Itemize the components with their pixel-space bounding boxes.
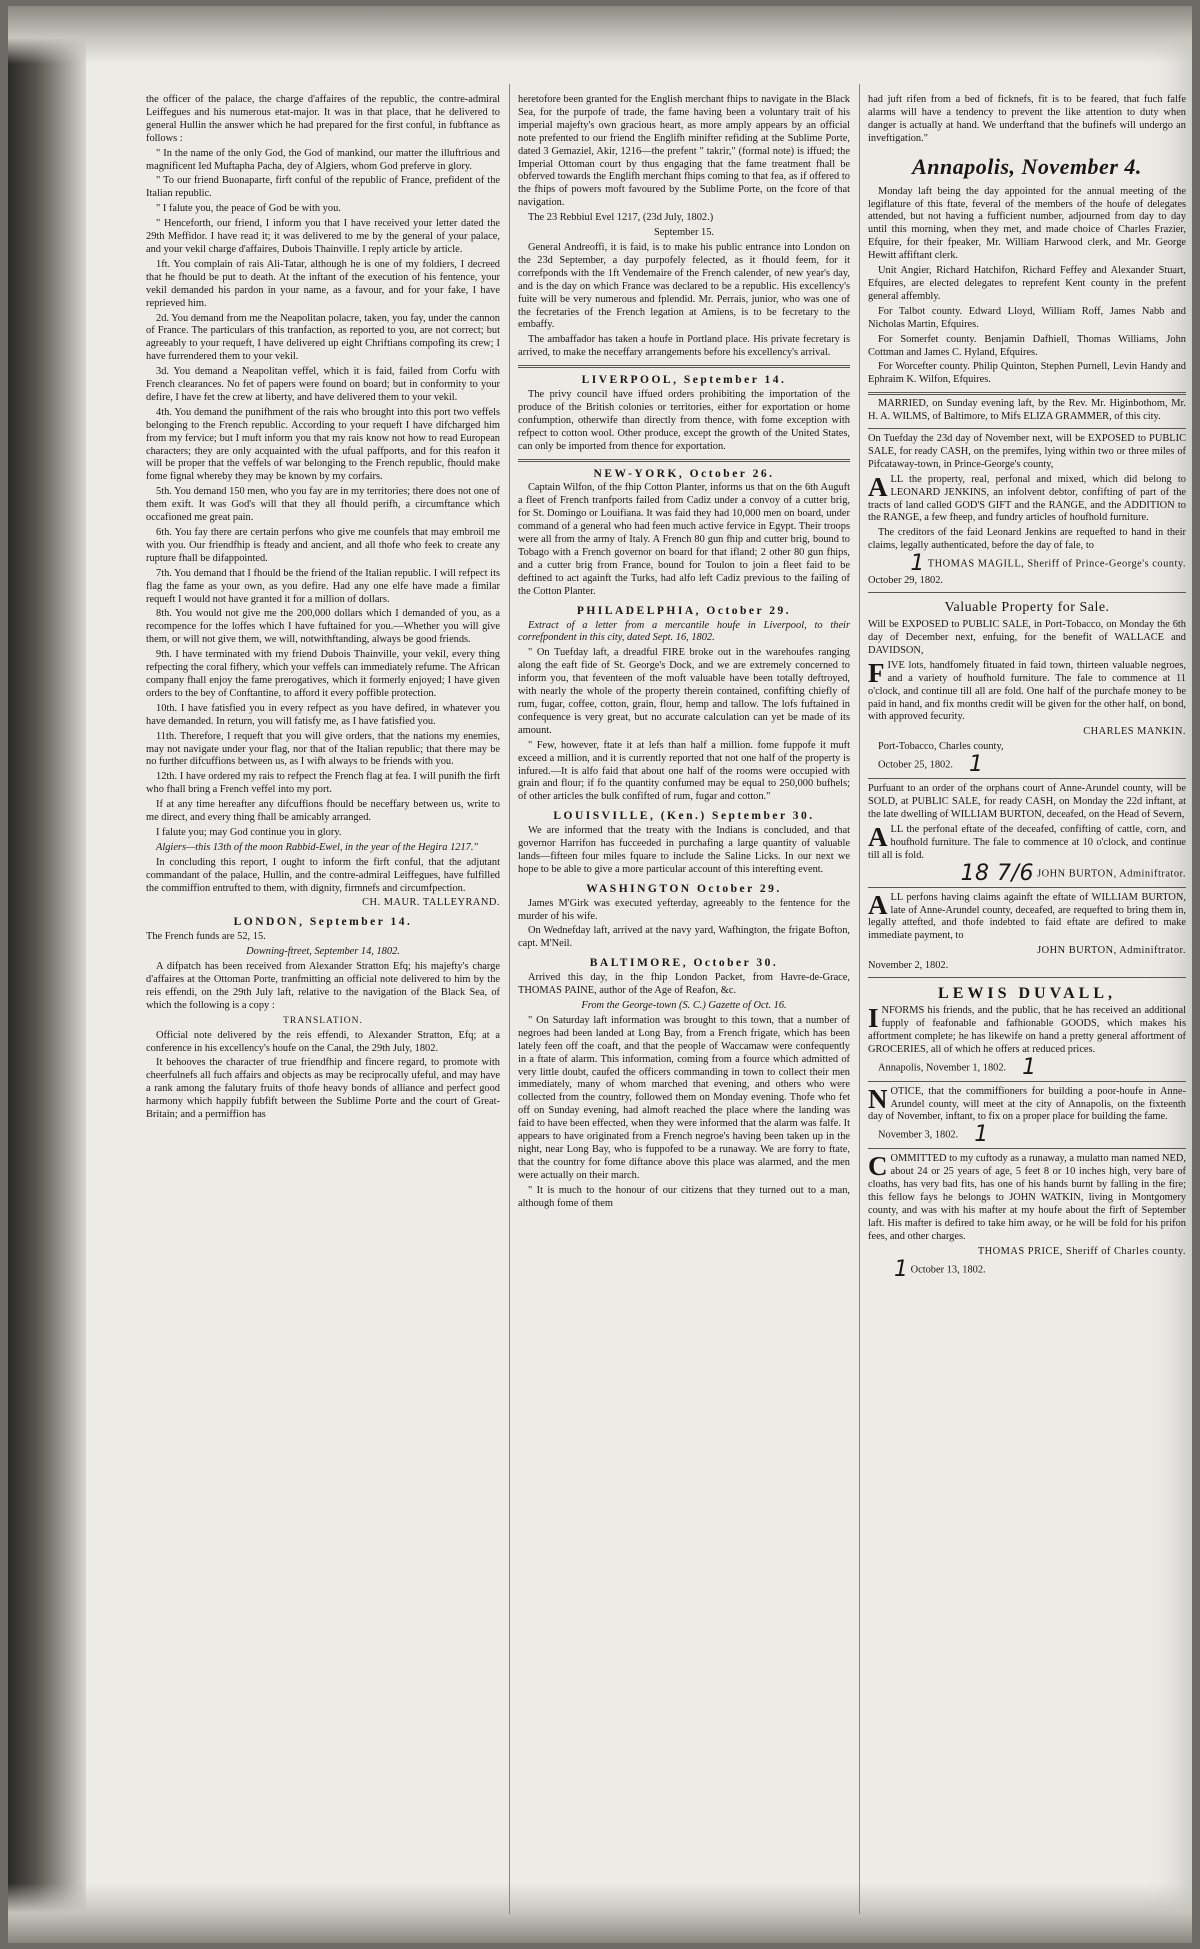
article-paragraph: " It is much to the honour of our citizens that they turned out to a man, although fome of them — [518, 1184, 850, 1209]
annapolis-masthead: Annapolis, November 4. — [912, 153, 1142, 179]
ad-date: October 25, 1802. 1 — [878, 752, 984, 778]
drop-cap: A — [868, 889, 888, 920]
ad-body: OTICE, that the commiffioners for building a poor-houfe in Anne-Arundel county, will meet at the city of Annapolis, on the fixteenth day of November, inftant, to fix on a proper place for building the fame. — [868, 1085, 1186, 1123]
dateline-heading: NEW-YORK, October 26. — [593, 467, 775, 480]
article-paragraph: " Henceforth, our friend, I inform you that I have received your letter dated the 29th Meffidor. I have read it; it was delivered to me by the general of your palace, and your vekil charge d'affaires, Dubois Thainville. I reply article by article. — [146, 218, 500, 255]
signature: THOMAS PRICE, Sheriff of Charles county. — [977, 1245, 1186, 1257]
article-paragraph: 11th. Therefore, I requeft that you will give orders, that the nations my enemies, may not navigate under your flag, nor that of the Italian republic; that there may be no further difcuffions between us, as I wifh always to be friends with you. — [146, 730, 500, 768]
ad-title: LEWIS DUVALL, — [938, 985, 1116, 1003]
section-divider — [518, 459, 850, 462]
drop-cap: A — [868, 471, 888, 502]
ad-body: NFORMS his friends, and the public, that he has received an additional fupply of feafonable and fafhionable GOODS, which makes his affortment complete; he has likewife on hand a pretty general affortment of GROCERIES, all of which he offers at reduced prices. — [868, 1005, 1186, 1055]
marriage-notice: MARRIED, on Sunday evening laft, by the Rev. Mr. Higinbothom, Mr. H. A. WILMS, of Baltimore, to Mifs ELIZA GRAMMER, of this city. — [868, 398, 1186, 423]
dateline-heading: PHILADELPHIA, October 29. — [576, 604, 792, 617]
manuscript-mark: 1 — [910, 551, 925, 577]
dateline-heading: WASHINGTON October 29. — [586, 882, 782, 895]
manuscript-mark: 1 — [1022, 1054, 1037, 1080]
ad-place: Port-Tobacco, Charles county, — [878, 741, 1004, 753]
article-paragraph: 5th. You demand 150 men, who you fay are in my territories; there does not one of them exift. It was God's will that they all fhould perifh, a circumftance which occafioned me great pain. — [146, 486, 500, 524]
article-paragraph: Unit Angier, Richard Hatchifon, Richard Feffey and Alexander Stuart, Efquires, are elected delegates to reprefent Kent county in the prefent general affembly. — [868, 265, 1186, 302]
ad-body: LL the perfonal eftate of the deceafed, confifting of cattle, corn, and houfhold furniture. The fale to commence at 10 o'clock, and continue till all is fold. — [868, 823, 1186, 861]
extract-intro: Extract of a letter from a mercantile houfe in Liverpool, to their correfpondent in this city, dated Sept. 16, 1802. — [518, 619, 850, 644]
ad-burton-claims — [868, 887, 1186, 973]
article-paragraph: In concluding this report, I ought to inform the firft conful, that the adjutant commandant of the palace, Hullin, and the contre-admiral Leiffegues, have fulfilled the commiffion entrufted to them, with dignity, firmnefs and circumfpection. — [146, 856, 500, 894]
page-scan-edge-top — [8, 6, 1192, 64]
manuscript-mark: 1 — [969, 752, 984, 778]
article-paragraph: 1ft. You complain of rais Ali-Tatar, although he is one of my foldiers, I decreed that he fhould be put to death. At the inftant of the execution of his fentence, your vekil demanded his pardon in your name, as a favour, and for your fake, I have reprieved him. — [146, 258, 500, 309]
section-divider — [518, 365, 850, 368]
ad-burton — [868, 778, 1186, 886]
ad-body: LL perfons having claims againft the eftate of WILLIAM BURTON, late of Anne-Arundel county, deceafed, are requefted to bring them in, legally attefted, and thofe indebted to faid eftate are defired to make immediate payment, to — [868, 891, 1186, 942]
page-scan-edge-left — [8, 6, 86, 1943]
newspaper-page — [8, 6, 1192, 1943]
source-line: From the George-town (S. C.) Gazette of Oct. 16. — [581, 1000, 787, 1011]
section-divider — [868, 392, 1186, 395]
ad-duvall — [868, 977, 1186, 1080]
column-2 — [518, 94, 850, 1909]
article-paragraph: 2d. You demand from me the Neapolitan polacre, taken, you fay, under the cannon of France. The particulars of this tranfaction, as reported to you, are not correct; but agreeably to your requeft, I have delivered up eight Chriftians compofing its crew; I have furrendered them to your vekil. — [146, 312, 500, 363]
dateline: September 15. — [653, 227, 715, 239]
article-paragraph: " Few, however, ftate it at lefs than half a million. fome fuppofe it muft exceed a million, and it is currently reported that not one half of the property is infured.—It is alfo faid that about one half of the rooms were occupied with grain and flour; if fo the quantity confumed may be equal to 250,000 bufhels; of other articles the bulk confifted of rum, fugar and cotton." — [518, 739, 850, 803]
column-1 — [146, 94, 500, 1909]
article-paragraph: Monday laft being the day appointed for the annual meeting of the legiflature of this ftate, feveral of the members of the houfe of delegates attended, but not having a fufficient number, adjourned from day to day until this morning, when they met, and made choice of Charles Frazier, Efquire, for their fpeaker, Mr. William Harwood clerk, and Mr. George Hewitt affiftant clerk. — [868, 185, 1186, 262]
signature: CHARLES MANKIN. — [1083, 726, 1186, 738]
ad-date: November 3, 1802. 1 — [878, 1122, 989, 1148]
dateline-heading: LONDON, September 14. — [233, 916, 413, 929]
article-paragraph: " I falute you, the peace of God be with you. — [156, 203, 341, 215]
ad-magill — [868, 428, 1186, 588]
article-paragraph: On Wednefday laft, arrived at the navy yard, Wafhington, the frigate Bofton, capt. M'Neil. — [518, 925, 850, 950]
article-paragraph: For Somerfet county. Benjamin Dafhiell, Thomas Williams, John Cottman and James C. Hyland, Efquires. — [868, 333, 1186, 358]
column-divider-right — [859, 84, 860, 1914]
article-paragraph: Official note delivered by the reis effendi, to Alexander Stratton, Efq; at a conference in his excellency's houfe on the Canal, the 29th July, 1802. — [146, 1029, 500, 1054]
article-paragraph: The French funds are 52, 15. — [146, 931, 266, 943]
ad-intro: On Tuefday the 23d day of November next, will be EXPOSED to PUBLIC SALE, for ready CASH, on the premifes, lying within two or three miles of Pifcataway-town, in Prince-George's county, — [868, 433, 1186, 470]
ad-title: Valuable Property for Sale. — [944, 600, 1110, 616]
article-paragraph: General Andreoffi, it is faid, is to make his public entrance into London on the 23d September, a day purpofely felected, as it fhould feem, for it correfponds with the 1ft Vendemaire of the French calender, of new year's day, and is the day on which France was declared to be a republic. His excellency's fuite will be very numerous and fplendid. Mr. Perrais, junior, who was one of the fecretaries of the French legation at Amiens, is to be fecretary to the embaffy. — [518, 241, 850, 331]
dateline-heading: LOUISVILLE, (Ken.) September 30. — [553, 810, 815, 823]
article-paragraph: " On Tuefday laft, a dreadful FIRE broke out in the warehoufes ranging along the eaft fide of St. George's Dock, and we are extremely concerned to inform you, that feventeen of the moft valuable have been totally deftroyed, with nearly the whole of the property therein contained, confifting chiefly of rum, fugar, coffee, cotton, grain, flour, hemp and tallow. The lofs fuftained in confequence is very great, but no accurate calculation can yet be made of its amount. — [518, 647, 850, 736]
manuscript-mark: 1 — [894, 1256, 908, 1282]
ad-date: November 2, 1802. — [868, 960, 949, 972]
signature: THOMAS MAGILL, Sheriff of Prince-George's county. — [927, 558, 1186, 570]
manuscript-mark: 1 — [974, 1122, 989, 1148]
ad-notice — [868, 1081, 1186, 1148]
article-paragraph: " In the name of the only God, the God of mankind, our matter the illuftrious and magnificent Ied Muftapha Pacha, dey of Algiers, whom God preferve in glory. — [146, 147, 500, 172]
drop-cap: F — [868, 657, 885, 688]
article-paragraph: For Worcefter county. Philip Quinton, Stephen Purnell, Levin Handy and Ephraim K. Wilfon, Efquires. — [868, 361, 1186, 386]
manuscript-mark: 18 7/6 — [960, 860, 1034, 886]
article-paragraph: 6th. You fay there are certain perfons who give me counfels that may embroil me with you. Our friendfhip is fteady and ancient, and all thofe who feek to create any rupture fhall be difappointed. — [146, 527, 500, 564]
article-paragraph: 8th. You would not give me the 200,000 dollars which I demanded of you, as a recompence for the loffes which I have fuftained for you.—Whether you will give them, or will not give them, we will, notwithftanding, always be good friends. — [146, 608, 500, 646]
drop-cap: A — [868, 821, 888, 852]
article-paragraph: Captain Wilfon, of the fhip Cotton Planter, informs us that on the 6th Auguft a fleet of French tranfports failed from Cadiz under a convoy of a cutter brig, for St. Domingo or Louifiana. It was faid they had 10,000 men on board, under command of a general who had feen much active fervice in Egypt. Their troops were all from the army of Italy. A French 80 gun fhip and cutter brig, bound to Tobago with a French governor on board for that ifland; 2 other 80 gun fhips, and a cutter brig from France, bound for Toulon to join a fleet faid to be deftined to act againft the Turks, had alfo left Cadiz previous to the failing of the Cotton Planter. — [518, 482, 850, 597]
article-paragraph: 7th. You demand that I fhould be the friend of the Italian republic. I will refpect its flag the fame as your own, as you defire. Had any one elfe have made a fimilar requeft I would not have granted it for a million of dollars. — [146, 567, 500, 605]
article-paragraph: The ambaffador has taken a houfe in Portland place. His private fecretary is arrived, to make the neceffary arrangements before his excellency's arrival. — [518, 334, 850, 359]
article-paragraph: 12th. I have ordered my rais to refpect the French flag at fea. I will punifh the firft who fhall bring a French veffel into my port. — [146, 771, 500, 796]
article-paragraph: had juft rifen from a bed of ficknefs, fit is to be feared, that fuch falfe alarms will have a tendency to prevent the like attention to duty when danger is actually at hand. We underftand that the bufinefs will undergo an inveftigation." — [868, 94, 1186, 144]
dateline: Downing-ftreet, September 14, 1802. — [246, 946, 400, 958]
article-paragraph: A difpatch has been received from Alexander Stratton Efq; his majefty's charge d'affaires at the Ottoman Porte, tranfmitting an official note delivered to him by the reis effendi, on the 29th July laft, relative to the navigation of the Black Sea, of which the following is a copy : — [146, 961, 500, 1011]
article-paragraph: It behooves the character of true friendfhip and fincere regard, to promote with cheerfulnefs all fuch affairs and objects as may be reciprocally ufeful, and may have a rank among the falutary fruits of thofe heavy bonds of alliance and perfect good harmony which happily fubfift between the Sublime Porte and the court of Great-Britain; and a permiffion has — [146, 1057, 500, 1121]
article-paragraph: " To our friend Buonaparte, firft conful of the republic of France, prefident of the Italian republic. — [146, 175, 500, 200]
article-paragraph: 9th. I have terminated with my friend Dubois Thainville, your vekil, every thing refpecting the coral fifhery, which your veffels can immediately refume. The African company fhall enjoy the fame prerogatives, which it formerly enjoyed; I have given orders to the bey of Conftantine, to afford it every poffible protection. — [146, 649, 500, 699]
article-paragraph: the officer of the palace, the charge d'affaires of the republic, the contre-admiral Leiffegues and his numerous etat-major. It was in that place, that he delivered to general Hullin the answer which he had prepared for the first conful, in fubftance as follows : — [146, 94, 500, 144]
article-paragraph: 10th. I have fatisfied you in every refpect as you have defired, in whatever you have demanded. In return, you will fatisfy me, as I have fatisfied you. — [146, 702, 500, 727]
ad-intro: Will be EXPOSED to PUBLIC SALE, in Port-Tobacco, on Monday the 6th day of December next, enfuing, for the benefit of WALLACE and DAVIDSON, — [868, 619, 1186, 656]
article-paragraph: The privy council have iffued orders prohibiting the importation of the produce of the British colonies or territories, either for exportation or home confumption, otherwife than directly from thence, with fome exception with refpect to cotton wool. Other produce, except the growth of the United States, can only be imported from thence for exportation. — [518, 389, 850, 452]
column-divider-left — [509, 84, 510, 1914]
signature: CH. MAUR. TALLEYRAND. — [362, 897, 500, 909]
column-3 — [868, 94, 1186, 1909]
ad-body: LL the property, real, perfonal and mixed, which did belong to LEONARD JENKINS, an infolvent debtor, confifting of part of the tracts of land called GOD'S GIFT and the RANGE, and the ADDITION to the RANGE, a few fheep, and fundry articles of houfhold furniture. — [868, 473, 1186, 524]
article-paragraph: " On Saturday laft information was brought to this town, that a number of negroes had been landed at Long Bay, from a French frigate, which has been lately feen off the coaft, and that the people of Waccamaw were confequently in a ftate of alarm. This information, coming from a fource which admitted of very little doubt, caufed the officers commanding in town to collect their men immediately, many of whom marched that evening, and others who were collected from the country, followed them on Monday evening. Thofe who fet off on Sunday evening, had almoft reached the place where the landing was faid to have been effected, when they were informed that the alarm was falfe. It appears to have originated from a French negroe's having been taken up in the night, near Long Bay, who is fuppofed to be a runaway. We are forry to ftate, that the country for fome diftance above this place was alarmed, and the men were actually on their march. — [518, 1014, 850, 1181]
article-paragraph: I falute you; may God continue you in glory. — [156, 826, 342, 838]
article-paragraph: 3d. You demand a Neapolitan veffel, which it is faid, failed from Corfu with French clearances. No fet of papers were found on board; but in conformity to your defire, I have fet the crew at liberty, and have delivered them to your vekil. — [146, 366, 500, 403]
article-paragraph: If at any time hereafter any difcuffions fhould be neceffary between us, write to me direct, and every thing fhall be amicably arranged. — [146, 799, 500, 824]
ad-mankin — [868, 592, 1186, 778]
section-label: TRANSLATION. — [283, 1015, 363, 1026]
ad-date: Annapolis, November 1, 1802. 1 — [878, 1054, 1037, 1080]
dateline: The 23 Rebbiul Evel 1217, (23d July, 1802.) — [528, 212, 714, 224]
drop-cap: N — [868, 1083, 888, 1114]
article-paragraph: 4th. You demand the punifhment of the rais who brought into this port two veffels belonging to the French republic. According to your requeft I have difcharged him from my fervice; but I muft inform you that my rais know not how to read European characters; they are only acquainted with the ufual paffports, and for this reafon it will be proper that the veffels of war belonging to the French republic, fhould make fome fignal whereby they may be known by my corfairs. — [146, 406, 500, 483]
signature: JOHN BURTON, Adminiftrator. — [1037, 867, 1186, 879]
dateline-heading: LIVERPOOL, September 14. — [581, 374, 787, 387]
ad-body: IVE lots, handfomely fituated in faid town, thirteen valuable negroes, and a variety of houfhold furniture. The fale to commence at 11 o'clock, and continue till all are fold. One half of the purchafe money to be paid in hand, and fix months credit will be given for the other half, on bond, with approved fecurity. — [868, 659, 1186, 723]
article-paragraph: Arrived this day, in the fhip London Packet, from Havre-de-Grace, THOMAS PAINE, author of the Age of Reafon, &c. — [518, 972, 850, 997]
drop-cap: C — [868, 1151, 888, 1182]
ad-body: OMMITTED to my cuftody as a runaway, a mulatto man named NED, about 24 or 25 years of age, 5 feet 8 or 10 inches high, very bare of cloaths, has very bad fits, has one of his hands burnt by falling in the fire; this fellow fays he belongs to JOHN WATKIN, living in Montgomery county, and was with his mafter at my houfe about the firft of September laft. His mafter is defired to take him away, or he will be fold for his prifon fees, and other charges. — [868, 1153, 1186, 1242]
article-paragraph: heretofore been granted for the English merchant fhips to navigate in the Black Sea, for the purpofe of trade, the fame having been a voluntary trait of his imperial majefty's own gracious heart, as more amply appears by an official note prefented to our friend the Englifh minifter refiding at the Sublime Porte, dated 3 Gemaziel, Akir, 1216—the prefent " takrir," (formal note) is iffued; the Imperial Ottoman court by thus engaging that the fame treatment fhall be obferved towards the Englifh merchant fhips coming to that fea, as if offered to the fhips of powers moft favoured by the Sublime Porte, on the fcore of that navigation. — [518, 94, 850, 209]
letter-dateline: Algiers—this 13th of the moon Rabbid-Ewel, in the year of the Hegira 1217." — [156, 841, 478, 853]
article-paragraph: James M'Girk was executed yefterday, agreeably to the fentence for the murder of his wife. — [518, 897, 850, 922]
ad-price — [868, 1148, 1186, 1282]
article-paragraph: For Talbot county. Edward Lloyd, William Roff, James Nabb and Nicholas Martin, Efquires. — [868, 305, 1186, 330]
dateline-heading: BALTIMORE, October 30. — [589, 957, 779, 970]
ad-body: The creditors of the faid Leonard Jenkins are requefted to hand in their claims, legally authenticated, before the day of fale, to — [868, 527, 1186, 552]
ad-intro: Purfuant to an order of the orphans court of Anne-Arundel county, will be SOLD, at PUBLIC SALE, for ready CASH, on Monday the 22d inftant, at the late dwelling of WILLIAM BURTON, deceafed, on the Head of Severn, — [868, 783, 1186, 820]
signature: JOHN BURTON, Adminiftrator. — [1037, 945, 1186, 957]
ad-date: October 29, 1802. — [868, 575, 944, 587]
drop-cap: I — [868, 1003, 879, 1034]
article-paragraph: We are informed that the treaty with the Indians is concluded, and that governor Harrifon has fucceeded in purchafing a large quantity of valuable lands—fifteen four miles fquare to include the Saline Licks. In our next we hope to be able to give a more particular account of this interefting event. — [518, 825, 850, 875]
ad-date: 1 October 13, 1802. — [868, 1261, 1186, 1279]
